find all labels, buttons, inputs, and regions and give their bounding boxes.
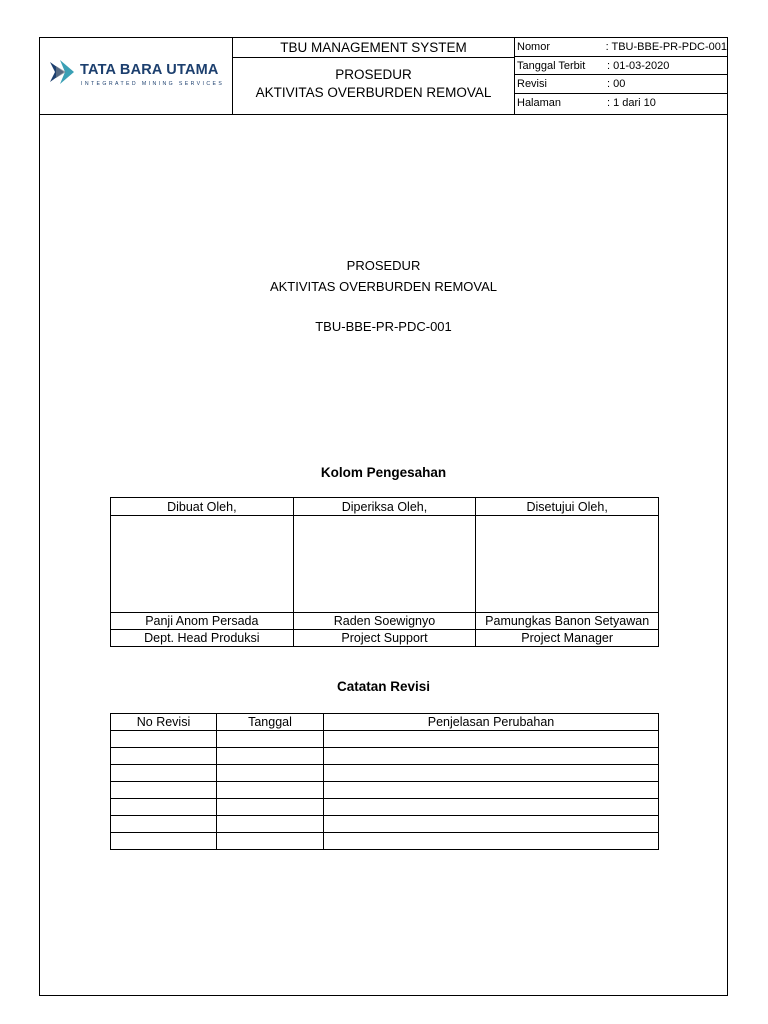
revision-cell	[217, 816, 324, 833]
signer-position: Dept. Head Produksi	[111, 630, 294, 647]
revision-cell	[111, 782, 217, 799]
document-header	[40, 38, 727, 115]
revision-col-header: No Revisi	[111, 714, 217, 731]
revision-cell	[324, 782, 659, 799]
table-row	[111, 613, 659, 630]
table-row	[111, 816, 659, 833]
revision-cell	[217, 748, 324, 765]
revision-cell	[217, 765, 324, 782]
revision-cell	[324, 799, 659, 816]
meta-value: : TBU-BBE-PR-PDC-001	[605, 41, 727, 53]
signature-box	[476, 516, 659, 613]
document-page	[39, 37, 728, 996]
cover-doc-number: TBU-BBE-PR-PDC-001	[315, 319, 452, 334]
signer-name: Pamungkas Banon Setyawan	[476, 613, 659, 630]
cover-doc-title: AKTIVITAS OVERBURDEN REMOVAL	[269, 279, 498, 294]
revision-cell	[217, 799, 324, 816]
meta-row-halaman	[515, 94, 727, 113]
company-tagline: INTEGRATED MINING SERVICES	[81, 81, 225, 87]
revision-heading: Catatan Revisi	[336, 679, 431, 694]
document-meta	[515, 38, 727, 114]
header-doc-type: PROSEDUR	[335, 67, 412, 82]
company-logo	[40, 38, 233, 114]
revision-cell	[111, 816, 217, 833]
system-title: TBU MANAGEMENT SYSTEM	[233, 38, 514, 58]
signature-box	[293, 516, 476, 613]
table-row	[111, 714, 659, 731]
signer-name: Panji Anom Persada	[111, 613, 294, 630]
revision-cell	[111, 799, 217, 816]
revision-rows	[111, 731, 659, 850]
table-row	[111, 731, 659, 748]
revision-col-header: Penjelasan Perubahan	[324, 714, 659, 731]
table-row	[111, 748, 659, 765]
revision-cell	[217, 782, 324, 799]
revision-cell	[324, 731, 659, 748]
tata-bara-utama-logo-icon	[48, 58, 78, 88]
meta-label: Tanggal Terbit	[517, 59, 586, 72]
meta-label: Nomor	[517, 41, 551, 53]
revision-cell	[324, 833, 659, 850]
meta-value: : 00	[607, 78, 626, 90]
table-row	[111, 799, 659, 816]
meta-row-nomor	[515, 38, 727, 57]
signer-name: Raden Soewignyo	[293, 613, 476, 630]
signature-row	[111, 516, 659, 613]
header-doc-title: AKTIVITAS OVERBURDEN REMOVAL	[255, 85, 492, 100]
company-name: TATA BARA UTAMA	[80, 62, 219, 78]
cover-doc-type: PROSEDUR	[346, 258, 421, 273]
signer-position: Project Support	[293, 630, 476, 647]
header-title-cell	[233, 38, 515, 114]
meta-value: : 1 dari 10	[607, 96, 656, 109]
revision-cell	[111, 833, 217, 850]
revision-cell	[111, 748, 217, 765]
meta-value: : 01-03-2020	[607, 59, 670, 72]
table-row	[111, 498, 659, 516]
revision-cell	[217, 731, 324, 748]
table-row	[111, 630, 659, 647]
signer-position: Project Manager	[476, 630, 659, 647]
revision-cell	[324, 748, 659, 765]
table-row	[111, 782, 659, 799]
approval-col-header: Diperiksa Oleh,	[293, 498, 476, 516]
signature-box	[111, 516, 294, 613]
revision-table	[110, 713, 659, 850]
revision-cell	[217, 833, 324, 850]
meta-label: Halaman	[517, 96, 562, 109]
meta-row-tanggal-terbit	[515, 57, 727, 76]
approval-col-header: Disetujui Oleh,	[476, 498, 659, 516]
table-row	[111, 765, 659, 782]
revision-cell	[324, 816, 659, 833]
approval-col-header: Dibuat Oleh,	[111, 498, 294, 516]
approval-heading: Kolom Pengesahan	[320, 465, 447, 480]
approval-table	[110, 497, 659, 647]
meta-label: Revisi	[517, 78, 547, 90]
table-row	[111, 833, 659, 850]
revision-col-header: Tanggal	[217, 714, 324, 731]
revision-cell	[111, 731, 217, 748]
revision-cell	[324, 765, 659, 782]
meta-row-revisi	[515, 75, 727, 94]
revision-cell	[111, 765, 217, 782]
